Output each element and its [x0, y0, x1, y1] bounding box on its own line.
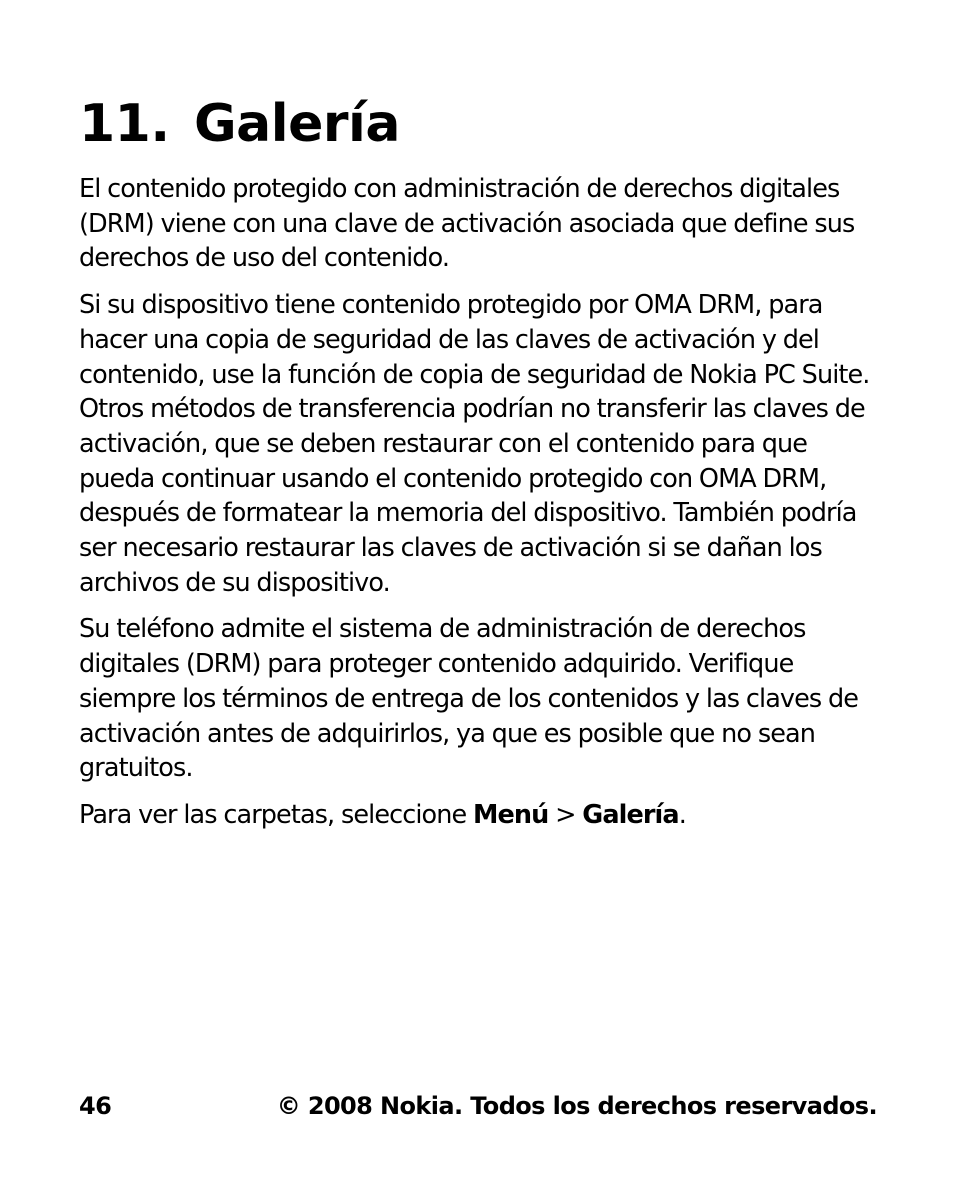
body-text	[79, 172, 877, 845]
page-footer	[79, 1088, 877, 1124]
menu-path-separator: >	[548, 799, 583, 830]
page-number: 46	[79, 1092, 112, 1120]
paragraph-drm-support: Su teléfono admite el sistema de administración de derechos digitales (DRM) para proteger contenido adquirido. Verifique siempre los términos de entrega de los contenidos y las claves de activación antes de adquirirlos, ya que es posible que no sean gratuitos.	[79, 614, 859, 784]
chapter-title: Galería	[194, 94, 400, 154]
document-page	[79, 0, 877, 1180]
instruction-suffix: .	[678, 799, 686, 830]
paragraph-menu-instruction	[79, 798, 877, 833]
paragraph-oma-drm-backup: Si su dispositivo tiene contenido protegido por OMA DRM, para hacer una copia de seguridad de las claves de activación y del contenido, use la función de copia de seguridad de Nokia PC Suite. Otros métodos de transferencia podrían no transferir las claves de activación, que se deben restaurar con el contenido para que pueda continuar usando el contenido protegido con OMA DRM, después de formatear la memoria del dispositivo. También podría ser necesario restaurar las claves de activación si se dañan los archivos de su dispositivo.	[79, 290, 870, 598]
menu-path-gallery: Galería	[582, 799, 679, 830]
paragraph-drm-intro: El contenido protegido con administración de derechos digitales (DRM) viene con una clave de activación asociada que define sus derechos de uso del contenido.	[79, 174, 855, 274]
menu-path-menu: Menú	[473, 799, 549, 830]
chapter-heading	[79, 92, 400, 156]
instruction-prefix: Para ver las carpetas, seleccione	[79, 799, 474, 830]
chapter-number: 11.	[79, 94, 170, 154]
copyright-notice: © 2008 Nokia. Todos los derechos reservados.	[276, 1092, 877, 1120]
